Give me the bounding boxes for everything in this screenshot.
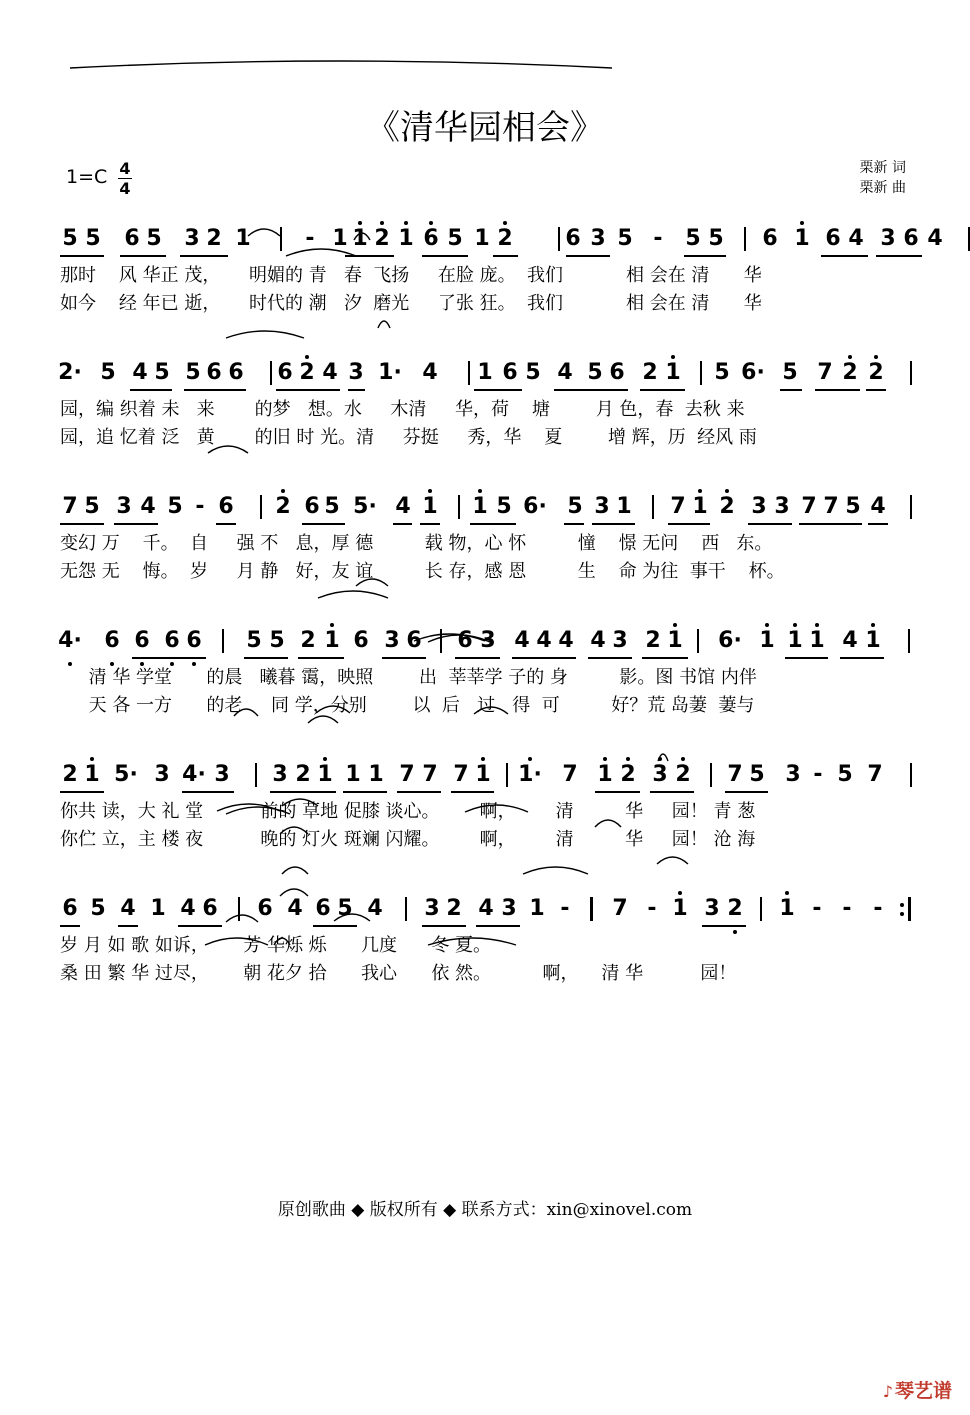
note: 6 — [218, 494, 234, 519]
note: 6 — [304, 494, 320, 519]
note: 5 — [100, 360, 116, 385]
note: 2 — [642, 360, 658, 385]
note: 1 — [317, 762, 333, 787]
slur — [308, 716, 338, 723]
note: 5 — [85, 226, 101, 251]
note: 6· — [741, 360, 765, 385]
slur — [474, 707, 508, 714]
note: 7 — [62, 494, 78, 519]
note: 6 — [104, 628, 120, 653]
slur — [280, 889, 308, 896]
key-label: 1=C — [66, 166, 108, 188]
note: 5 — [337, 896, 353, 921]
note: 7 — [422, 762, 438, 787]
note: 5 — [837, 762, 853, 787]
note: 3 — [594, 494, 610, 519]
note: 3 — [116, 494, 132, 519]
note: 6 — [609, 360, 625, 385]
note: 2 — [727, 896, 743, 921]
note: 6 — [353, 628, 369, 653]
note: 1 — [794, 226, 810, 251]
note: 2 — [275, 494, 291, 519]
note: 5 — [587, 360, 603, 385]
note: 5 — [525, 360, 541, 385]
note: 5 — [567, 494, 583, 519]
slur — [658, 754, 668, 761]
note: 4· — [182, 762, 206, 787]
note: 1 — [368, 762, 384, 787]
note: 6 — [228, 360, 244, 385]
slur — [234, 709, 258, 716]
note: 3 — [424, 896, 440, 921]
note: 2 — [719, 494, 735, 519]
note: 7 — [453, 762, 469, 787]
note: 7 — [612, 896, 628, 921]
note: 3 — [184, 226, 200, 251]
slur — [595, 820, 621, 827]
note: 1 — [345, 762, 361, 787]
slur — [354, 233, 370, 240]
note: 4 — [842, 628, 858, 653]
note: 5 — [324, 494, 340, 519]
slur — [280, 827, 308, 834]
note: 6 — [202, 896, 218, 921]
note: - — [195, 494, 205, 519]
note: 2· — [58, 360, 82, 385]
lyrics-verse-2: 无怨 无 悔。 岁 月 静 好，友 谊 长 存，感 恩 生 命 为往 事干 杯。 — [60, 561, 785, 582]
slur — [318, 591, 388, 598]
lyrics-verse-2: 园，追 忆着 泛 黄 的旧 时 光。清 芬挺 秀，华 夏 增 辉，历 经风 雨 — [60, 427, 757, 448]
note: 3 — [774, 494, 790, 519]
note: 6 — [825, 226, 841, 251]
note: 5 — [167, 494, 183, 519]
note: 3 — [480, 628, 496, 653]
note: 5 — [749, 762, 765, 787]
note: 4 — [558, 628, 574, 653]
brand-name: 琴艺谱 — [894, 1380, 952, 1402]
note: 4 — [557, 360, 573, 385]
note: 2 — [675, 762, 691, 787]
note: 4 — [140, 494, 156, 519]
time-unit: 4 — [119, 179, 131, 198]
time-beats: 4 — [119, 159, 131, 178]
slur — [316, 706, 350, 713]
note: 3 — [751, 494, 767, 519]
footer: 原创歌曲 ◆ 版权所有 ◆ 联系方式：xin@xinovel.com — [277, 1200, 693, 1220]
note: 7 — [801, 494, 817, 519]
slur — [226, 331, 304, 338]
note: 1 — [529, 896, 545, 921]
note: 3 — [590, 226, 606, 251]
note: 1 — [865, 628, 881, 653]
note: 6 — [257, 896, 273, 921]
note: 4 — [120, 896, 136, 921]
note: 1 — [332, 226, 348, 251]
note: 5 — [447, 226, 463, 251]
note: 3 — [348, 360, 364, 385]
slur — [274, 938, 290, 945]
note: - — [653, 226, 663, 251]
slur — [226, 807, 290, 814]
note: 5 — [154, 360, 170, 385]
slur — [286, 249, 356, 256]
note: 2 — [374, 226, 390, 251]
note: 1 — [422, 494, 438, 519]
note: 1 — [597, 762, 613, 787]
note: 1 — [324, 628, 340, 653]
note: 5 — [90, 896, 106, 921]
note: 6 — [502, 360, 518, 385]
note: 2 — [62, 762, 78, 787]
note: 1 — [779, 896, 795, 921]
note: 1· — [518, 762, 542, 787]
note: 1 — [352, 226, 368, 251]
note: - — [305, 226, 315, 251]
lyrics-verse-2: 如今 经 年已 逝， 时代的 潮 汐 磨光 了张 狂。 我们 相 会在 清 华 — [60, 293, 762, 314]
note: 6 — [206, 360, 222, 385]
lyrics-verse-2: 天 各 一方 的老 同 学，分别 以 后 过 得 可 好？荒 岛萋 萋与 — [60, 695, 755, 716]
note: 1 — [474, 226, 490, 251]
note: 4 — [848, 226, 864, 251]
note: 4 — [536, 628, 552, 653]
note: 2 — [300, 628, 316, 653]
note: 5 — [269, 628, 285, 653]
note: 6 — [277, 360, 293, 385]
note: 1 — [667, 628, 683, 653]
note: 6· — [523, 494, 547, 519]
note: 3 — [501, 896, 517, 921]
note: 2 — [295, 762, 311, 787]
note: 2 — [842, 360, 858, 385]
note: 1 — [672, 896, 688, 921]
note: - — [873, 896, 883, 921]
slur — [205, 938, 268, 945]
note: 3 — [154, 762, 170, 787]
note: 4 — [132, 360, 148, 385]
note: 5· — [114, 762, 138, 787]
note: 4· — [58, 628, 82, 653]
lyrics-verse-1: 园，编 织着 未 来 的梦 想。水 木清 华，荷 塘 月 色，春 去秋 来 — [60, 399, 745, 420]
slur — [428, 938, 516, 945]
note: 6 — [62, 896, 78, 921]
note: 6 — [423, 226, 439, 251]
note: 7 — [670, 494, 686, 519]
note: 5 — [782, 360, 798, 385]
note: - — [842, 896, 852, 921]
slur — [657, 857, 688, 864]
slur — [282, 799, 318, 806]
note: 1 — [150, 896, 166, 921]
note: 6 — [315, 896, 331, 921]
note: 6 — [903, 226, 919, 251]
note: 3 — [214, 762, 230, 787]
note: 1 — [809, 628, 825, 653]
note: 5 — [62, 226, 78, 251]
note: 5 — [146, 226, 162, 251]
note: 6 — [134, 628, 150, 653]
note: 3 — [652, 762, 668, 787]
note: 2 — [446, 896, 462, 921]
note: 2 — [620, 762, 636, 787]
note: 7 — [399, 762, 415, 787]
slur — [523, 867, 588, 874]
note: 4 — [478, 896, 494, 921]
note: 7 — [727, 762, 743, 787]
note: - — [560, 896, 570, 921]
lyrics-verse-1: 岁 月 如 歌 如诉， 芳 华烁 烁 几度 冬 夏。 — [60, 935, 492, 956]
slur — [70, 61, 612, 68]
composer: 栗新 曲 — [859, 180, 906, 196]
note: 1 — [475, 762, 491, 787]
note: 4 — [590, 628, 606, 653]
slur — [378, 321, 390, 328]
brand-icon: ♪ — [882, 1382, 893, 1401]
note: 6 — [186, 628, 202, 653]
note: 1 — [759, 628, 775, 653]
note: 5· — [353, 494, 377, 519]
note: 1 — [84, 762, 100, 787]
note: 7 — [817, 360, 833, 385]
lyrics-verse-1: 那时 风 华正 茂， 明媚的 青 春 飞扬 在脸 庞。 我们 相 会在 清 华 — [60, 265, 762, 286]
note: 7 — [867, 762, 883, 787]
lyrics-verse-1: 你共 读，大 礼 堂 前的 草地 促膝 谈心。 啊， 清 华 园！ 青 葱 — [60, 801, 756, 822]
page-title: 《清华园相会》 — [366, 108, 604, 148]
note: 1 — [398, 226, 414, 251]
note: 5 — [845, 494, 861, 519]
note: - — [812, 896, 822, 921]
note: 1 — [616, 494, 632, 519]
slur — [248, 229, 280, 236]
note: 1 — [692, 494, 708, 519]
slur — [282, 867, 308, 874]
note: 3 — [704, 896, 720, 921]
note: 4 — [395, 494, 411, 519]
note: 3 — [612, 628, 628, 653]
slur — [226, 915, 258, 922]
note: - — [813, 762, 823, 787]
note: 1 — [665, 360, 681, 385]
slur — [428, 635, 490, 642]
note: 1 — [235, 226, 251, 251]
note: - — [647, 896, 657, 921]
note: 5 — [246, 628, 262, 653]
lyrics-verse-2: 桑 田 繁 华 过尽， 朝 花夕 拾 我心 依 然。 啊， 清 华 园！ — [60, 963, 737, 984]
note: 6 — [762, 226, 778, 251]
slur — [465, 805, 528, 812]
note: 6 — [164, 628, 180, 653]
note: 3 — [272, 762, 288, 787]
note: 7 — [823, 494, 839, 519]
note: 5 — [84, 494, 100, 519]
note: 4 — [180, 896, 196, 921]
note: 3 — [785, 762, 801, 787]
note: 1 — [787, 628, 803, 653]
note: 5 — [185, 360, 201, 385]
note: 5 — [617, 226, 633, 251]
note: 4 — [287, 896, 303, 921]
note: 5 — [685, 226, 701, 251]
note: 1· — [378, 360, 402, 385]
note: 4 — [514, 628, 530, 653]
note: 5 — [708, 226, 724, 251]
note: 4 — [367, 896, 383, 921]
note: 6 — [124, 226, 140, 251]
note: 2 — [299, 360, 315, 385]
note: 3 — [880, 226, 896, 251]
note: 2 — [497, 226, 513, 251]
lyrics-verse-2: 你伫 立，主 楼 夜 晚的 灯火 斑斓 闪耀。 啊， 清 华 园！ 沧 海 — [60, 829, 756, 850]
note: 6 — [565, 226, 581, 251]
note: 2 — [645, 628, 661, 653]
note: 4 — [422, 360, 438, 385]
slur — [356, 579, 388, 586]
lyrics-verse-1: 变幻 万 千。 自 强 不 息，厚 德 载 物，心 怀 憧 憬 无问 西 东。 — [60, 533, 773, 554]
slur — [208, 446, 248, 453]
note: 6 — [406, 628, 422, 653]
note: 4 — [927, 226, 943, 251]
note: 3 — [384, 628, 400, 653]
lyricist: 栗新 词 — [859, 160, 906, 176]
note: 6· — [718, 628, 742, 653]
note: 2 — [206, 226, 222, 251]
note: 1 — [472, 494, 488, 519]
note: 4 — [322, 360, 338, 385]
note: 1 — [477, 360, 493, 385]
note: 4 — [870, 494, 886, 519]
note: 5 — [714, 360, 730, 385]
note: 7 — [562, 762, 578, 787]
note: 5 — [496, 494, 512, 519]
note: 6 — [457, 628, 473, 653]
slur — [334, 914, 370, 921]
lyrics-verse-1: 清 华 学堂 的晨 曦暮 霭，映照 出 莘莘学 子的 身 影。图 书馆 内伴 — [60, 667, 757, 688]
note: 2 — [868, 360, 884, 385]
